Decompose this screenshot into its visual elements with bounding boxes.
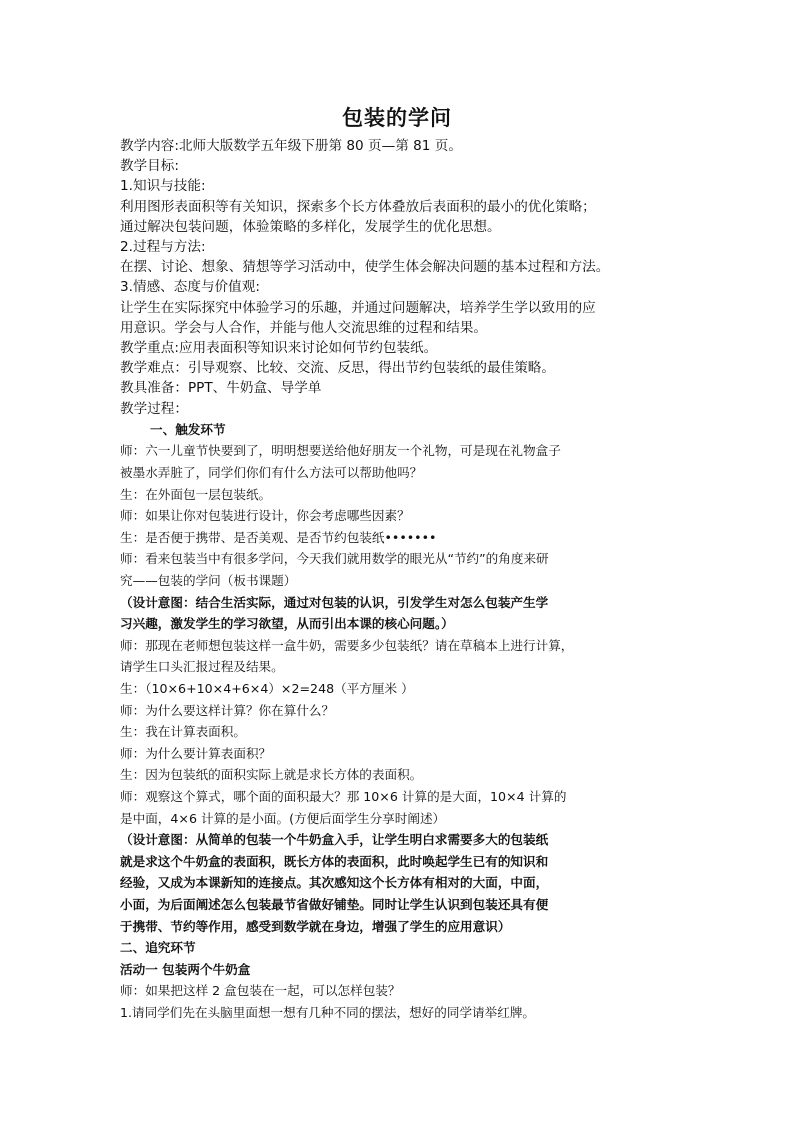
goal-2-heading: 2.过程与方法: — [120, 239, 206, 256]
design-intent-1: 习兴趣，激发学生的学习欲望，从而引出本课的核心问题。） — [120, 616, 454, 632]
document-body — [120, 136, 688, 1023]
goal-3-text: 用意识。学会与人合作，并能与他人交流思维的过程和结果。 — [120, 319, 488, 336]
design-intent-2: 小面，为后面阐述怎么包装最节省做好铺垫。同时让学生认识到包装还具有便 — [120, 896, 549, 912]
process-heading: 教学过程： — [120, 400, 188, 417]
goal-1-text: 通过解决包装问题，体验策略的多样化，发展学生的优化思想。 — [120, 218, 501, 235]
dialogue-line: 请学生口头汇报过程及结果。 — [120, 659, 284, 675]
design-intent-2: 就是求这个牛奶盒的表面积，既长方体的表面积，此时唤起学生已有的知识和 — [120, 853, 549, 869]
goal-1-heading: 1.知识与技能: — [120, 178, 206, 195]
dialogue-line: 生：是否便于携带、是否美观、是否节约包装纸••••••• — [120, 529, 437, 545]
section-2-heading: 二、追究环节 — [120, 940, 196, 956]
dialogue-line: 生：因为包装纸的面积实际上就是求长方体的表面积。 — [120, 767, 423, 783]
section-1-heading: 一、触发环节 — [150, 421, 226, 437]
teaching-content-line: 教学内容:北师大版数学五年级下册第 80 页—第 81 页。 — [120, 138, 462, 154]
activity-1-heading: 活动一 包装两个牛奶盒 — [120, 961, 251, 977]
dialogue-line: 师：六一儿童节快要到了，明明想要送给他好朋友一个礼物，可是现在礼物盒子 — [120, 443, 561, 459]
key-point-line: 教学重点:应用表面积等知识来讨论如何节约包装纸。 — [120, 340, 438, 357]
goal-3-text: 让学生在实际探究中体验学习的乐趣，并通过问题解决，培养学生学以致用的应 — [120, 299, 596, 316]
design-intent-2: 经验，又成为本课新知的连接点。其次感知这个长方体有相对的大面，中面， — [120, 875, 549, 891]
dialogue-line: 生：在外面包一层包装纸。 — [120, 486, 272, 502]
design-intent-2: （设计意图：从简单的包装一个牛奶盒入手，让学生明白求需要多大的包装纸 — [120, 832, 549, 848]
dialogue-line: 师：如果把这样 2 盒包装在一起，可以怎样包装？ — [120, 983, 401, 999]
goal-2-text: 在摆、讨论、想象、猜想等学习活动中，使学生体会解决问题的基本过程和方法。 — [120, 259, 610, 276]
dialogue-line: 师：看来包装当中有很多学问，今天我们就用数学的眼光从“节约”的角度来研 — [120, 551, 549, 567]
dialogue-line: 师：那现在老师想包装这样一盒牛奶，需要多少包装纸？请在草稿本上进行计算， — [120, 637, 574, 653]
dialogue-line: 师：观察这个算式，哪个面的面积最大？那 10×6 计算的是大面，10×4 计算的 — [120, 788, 567, 804]
formula-line: 生：（10×6+10×4+6×4）×2=248（平方厘米 ） — [120, 680, 414, 696]
document-title: 包装的学问 — [342, 105, 452, 130]
design-intent-2: 于携带、节约等作用，感受到数学就在身边，增强了学生的应用意识） — [120, 918, 511, 934]
dialogue-line: 1.请同学们先在头脑里面想一想有几种不同的摆法，想好的同学请举红牌。 — [120, 1004, 536, 1020]
goal-1-text: 利用图形表面积等有关知识，探索多个长方体叠放后表面积的最小的优化策略； — [120, 198, 596, 215]
dialogue-line: 究——包装的学问（板书课题） — [120, 573, 297, 588]
difficult-point-line: 教学难点：引导观察、比较、交流、反思，得出节约包装纸的最佳策略。 — [120, 360, 555, 377]
dialogue-line: 生：我在计算表面积。 — [120, 724, 246, 740]
dialogue-line: 被墨水弄脏了，同学们你们有什么方法可以帮助他吗？ — [120, 465, 423, 481]
goal-3-heading: 3.情感、态度与价值观: — [120, 279, 260, 296]
dialogue-line: 师：如果让你对包装进行设计，你会考虑哪些因素？ — [120, 508, 410, 524]
dialogue-line: 师：为什么要计算表面积？ — [120, 745, 272, 761]
dialogue-line: 是中面，4×6 计算的是小面。(方便后面学生分享时阐述） — [120, 810, 446, 826]
materials-line: 教具准备：PPT、牛奶盒、导学单 — [120, 380, 322, 397]
teaching-goals-heading: 教学目标: — [120, 158, 179, 175]
design-intent-1: （设计意图：结合生活实际，通过对包装的认识，引发学生对怎么包装产生学 — [120, 594, 549, 610]
dialogue-line: 师：为什么要这样计算？你在算什么？ — [120, 702, 335, 718]
